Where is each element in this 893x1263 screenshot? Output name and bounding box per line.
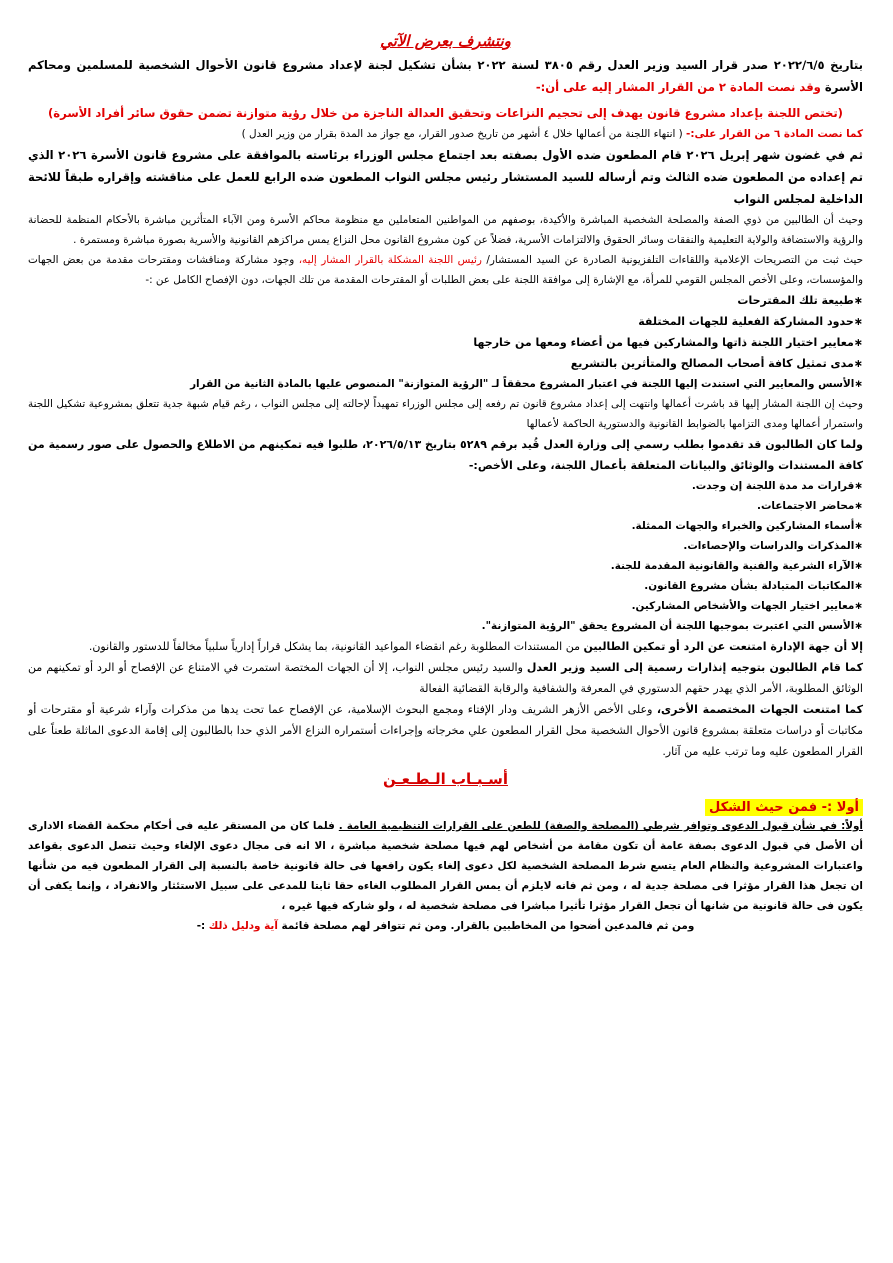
- official-request-paragraph: ولما كان الطالبون قد تقدموا بطلب رسمي إلى وزارة العدل قُيد برقم ٥٢٨٩ بتاريخ ٢٠٢٦/٥/١٣، طلبوا فيه تمكينهم من الاطلاع والحصول على صور رسمية من كافة المستندات والوثائق والبيانات المتعلقة بأعمال اللجنة، وعلى الأخص:-: [28, 438, 863, 472]
- document-page: [28, 30, 863, 1263]
- standing-paragraph: وحيث أن الطالبين من ذوي الصفة والمصلحة الشخصية المباشرة والأكيدة، بوصفهم من المواطنين المتعاملين مع منظومة محاكم الأسرة ومن الآباء المتأثرين مباشرة بالأحكام المنظمة للحضانة والرؤية والاستضافة والولاية التعليمية والنفقات وسائر الحقوق والالتزامات الأسرية، فضلاً عن كون مشروع القانون محل النزاع يمس مراكزهم القانونية والأسرية بصورة مباشرة ومستمرة .: [28, 214, 863, 246]
- committee-work-paragraph: وحيث إن اللجنة المشار إليها قد باشرت أعمالها وانتهت إلى إعداد مشروع قانون تم رفعه إلى مجلس الوزراء تمهيداً لإحالته إلى مجلس النواب ، رغم قيام شبهة جدية تتعلق بمشروعية تشكيل اللجنة واستمرار أعمالها ومدى التزامها بالضوابط القانونية والدستورية الحاكمة لأعمالها: [28, 398, 863, 430]
- page-title: ونتشرف بعرض الآتي: [380, 32, 511, 50]
- list-item: ∗ المكاتبات المتبادلة بشأن مشروع القانون.: [28, 576, 863, 596]
- administration-refusal-paragraph: إلا أن جهة الإدارة امتنعت عن الرد أو تمكين الطالبين من المستندات المطلوبة رغم انقضاء المواعيد القانونية، بما يشكل قراراً إدارياً سلبياً مخالفاً للدستور والقانون.: [88, 640, 863, 653]
- list-item: ∗ معايير اختيار اللجنة ذاتها والمشاركين فيها من أعضاء ومعها من خارجها: [28, 332, 863, 353]
- formal-notices-paragraph: كما قام الطالبون بتوجيه إنذارات رسمية إلى السيد وزير العدل والسيد رئيس مجلس النواب، إلا أن الجهات المختصة استمرت في الامتناع عن الإفصاح أو الرد أو تمكينهم من الوثائق المطلوبة، الأمر الذي يهدر حقهم الدستوري في المعرفة والشفافية والرقابة القضائية الفعالة: [28, 661, 863, 695]
- list-item: ∗ قرارات مد مدة اللجنة إن وجدت.: [28, 476, 863, 496]
- list-item: ∗ الأسس التي اعتبرت بموجبها اللجنة أن المشروع يحقق "الرؤية المتوازنة".: [28, 616, 863, 636]
- cabinet-approval-paragraph: ثم في غضون شهر إبريل ٢٠٢٦ قام المطعون ضده الأول بصفته بعد اجتماع مجلس الوزراء برئاسته بالموافقة على مشروع قانون الأسرة ٢٠٢٦ الذي تم إعداده من المطعون ضده الثالث وتم أرساله للسيد المستشار رئيس مجلس النواب المطعون ضده الرابع للعمل على مناقشته وإقراره طبقاً للائحة الداخلية لمجلس النواب: [28, 148, 863, 206]
- standing-ground-paragraph: أولاً: في شأن قبول الدعوى وتوافر شرطي (المصلحة والصفة) للطعن على القرارات التنظيمية العامة . فلما كان من المستقر عليه فى أحكام محكمة القضاء الادارى أن الأصل في قبول الدعوى بصفة عامة أن تكون مقامة من أشخاص لهم فيها مصلحة شخصية مباشرة ، الا انه فى مجال دعوى الإلغاء وحيث تتصل الدعوى بقواعد واعتبارات المشروعية والنظام العام يتسع شرط المصلحة الشخصية لكل دعوى إلغاء يكون رافعها فى حالة قانونية خاصة بالنسبة إلى القرار المطعون فيه من شأنها ان تجعل هذا القرار مؤثرا فى مصلحة جدية له ، ومن ثم فانه لايلزم أن يمس القرار المطلوب الغاءه حقا ثابتا للمدعى على سبيل الاستئثار والانفراد ، وإنما يكفى أن يكون فى حالة قانونية من شانها أن تجعل القرار مؤثرا تأثيرا مباشرا فى مصلحة شخصية له ، ولو شاركه فيها غيره ،: [28, 820, 863, 912]
- intro-paragraph-decision: بتاريخ ٢٠٢٢/٦/٥ صدر قرار السيد وزير العدل رقم ٣٨٠٥ لسنة ٢٠٢٢ بشأن تشكيل لجنة لإعداد مشروع قانون الأحوال الشخصية للمسلمين ومحاكم الأسرة وقد نصت المادة ٢ من القرار المشار إليه على أن:-: [28, 58, 863, 94]
- requested-documents-list: [28, 476, 863, 636]
- article-2-text: (تختص اللجنة بإعداد مشروع قانون يهدف إلى تحجيم النزاعات وتحقيق العدالة الناجزة من خلال رؤية متوازنة تضمن حقوق سائر أفراد الأسرة): [48, 106, 843, 120]
- media-statements-paragraph: حيث ثبت من التصريحات الإعلامية واللقاءات التلفزيونية الصادرة عن السيد المستشار/ رئيس اللجنة المشكلة بالقرار المشار إليه، وجود مشاركة ومناقشات ومقترحات مقدمة من بعض الجهات والمؤسسات، وعلى الأخص المجلس القومي للمرأة، مع الإشارة إلى موافقة اللجنة على بعض الطلبات أو المقترحات المقدمة من تلك الجهات، دون الإفصاح الكامل عن :-: [28, 254, 864, 286]
- article-6-paragraph: كما نصت المادة ٦ من القرار على:- ( انتهاء اللجنة من أعمالها خلال ٤ أشهر من تاريخ صدور القرار، مع جواز مد المدة بقرار من وزير العدل ): [241, 128, 863, 140]
- list-item: ∗ الآراء الشرعية والفنية والقانونية المقدمة للجنة.: [28, 556, 863, 576]
- list-item: ∗ حدود المشاركة الفعلية للجهات المختلفة: [28, 311, 863, 332]
- list-item: ∗ طبيعة تلك المقترحات: [28, 290, 863, 311]
- conclusion-line: ومن ثم فالمدعين أضحوا من المخاطبين بالقرار. ومن ثم تتوافر لهم مصلحة قائمة آية ودليل ذلك :-: [196, 920, 695, 932]
- list-item: ∗ المذكرات والدراسات والإحصاءات.: [28, 536, 863, 556]
- highlighted-heading: أولا :- فمن حيث الشكل: [705, 799, 863, 816]
- other-parties-refusal-paragraph: كما امتنعت الجهات المختصمة الأخرى، وعلى الأخص الأزهر الشريف ودار الإفتاء ومجمع البحوث الإسلامية، عن الإفصاح عما تحت يدها من مذكرات وآراء شرعية أو مقترحات أو مكاتبات أو دراسات متعلقة بمشروع قانون الأحوال الشخصية محل القرار المطعون علي مخرجاته وإجراءات أستمراره النزاع الأمر الذي حدا بالطالبون إلى إقامة الدعوى الماثلة طعناً على القرار المطعون عليه وما ترتب عليه من آثار.: [28, 703, 863, 758]
- form-heading: [28, 796, 863, 816]
- list-item: ∗ الأسس والمعايير التي استندت إليها اللجنة في اعتبار المشروع محققاً لـ "الرؤية المتوازنة" المنصوص عليها بالمادة الثانية من القرار: [28, 374, 863, 394]
- list-item: ∗ مدى تمثيل كافة أصحاب المصالح والمتأثرين بالتشريع: [28, 353, 863, 374]
- list-item: ∗ محاضر الاجتماعات.: [28, 496, 863, 516]
- list-item: ∗ أسماء المشاركين والخبراء والجهات الممثلة.: [28, 516, 863, 536]
- section-title-grounds: أسـبـاب الـطـعـن: [383, 770, 508, 788]
- undisclosed-items-list: [28, 290, 863, 394]
- list-item: ∗ معايير اختيار الجهات والأشخاص المشاركين.: [28, 596, 863, 616]
